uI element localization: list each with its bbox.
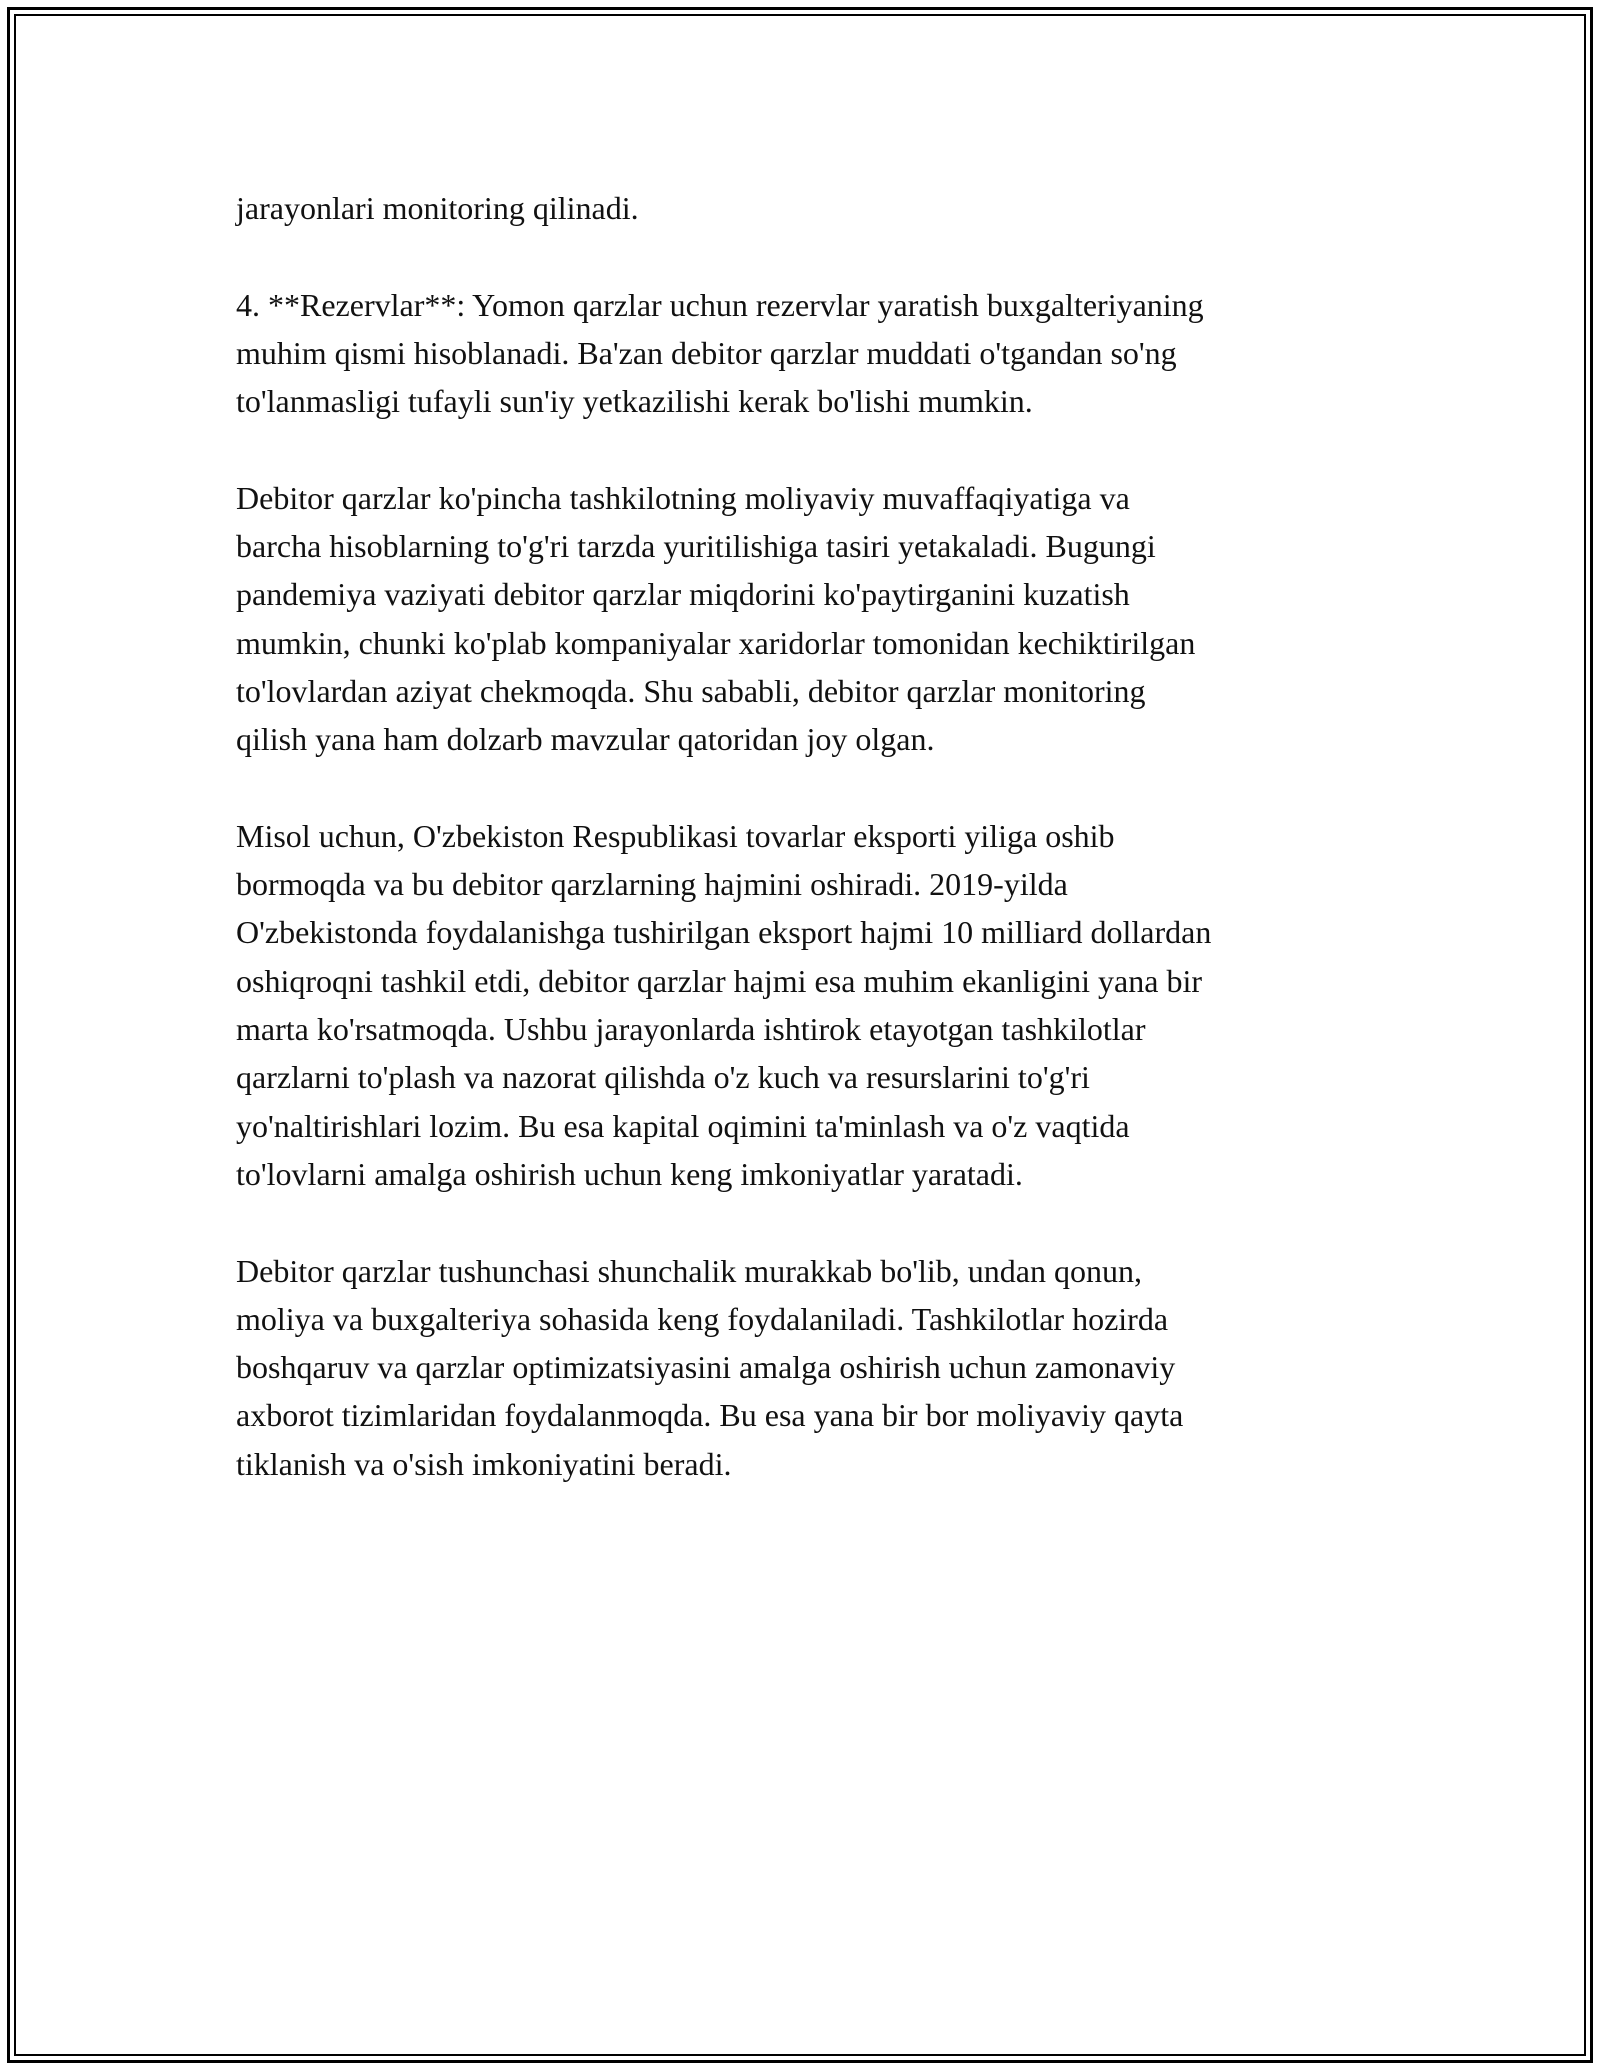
text-line: moliya va buxgalteriya sohasida keng foydalaniladi. Tashkilotlar hozirda bbox=[236, 1300, 1169, 1337]
text-line: Debitor qarzlar ko'pincha tashkilotning moliyaviy muvaffaqiyatiga va bbox=[236, 479, 1130, 516]
paragraph-rezervlar bbox=[236, 281, 1376, 426]
text-line: O'zbekistonda foydalanishga tushirilgan eksport hajmi 10 milliard dollardan bbox=[236, 914, 1212, 951]
text-line: to'lovlardan aziyat chekmoqda. Shu sababli, debitor qarzlar monitoring bbox=[236, 672, 1146, 709]
text-line: mumkin, chunki ko'plab kompaniyalar xaridorlar tomonidan kechiktirilgan bbox=[236, 624, 1196, 661]
paragraph-debitor-pandemiya bbox=[236, 474, 1376, 764]
text-line: muhim qismi hisoblanadi. Ba'zan debitor qarzlar muddati o'tgandan so'ng bbox=[236, 334, 1177, 371]
text-line: to'lanmasligi tufayli sun'iy yetkazilishi kerak bo'lishi mumkin. bbox=[236, 383, 1033, 420]
text-line: pandemiya vaziyati debitor qarzlar miqdorini ko'paytirganini kuzatish bbox=[236, 576, 1130, 613]
text-line: Debitor qarzlar tushunchasi shunchalik murakkab bo'lib, undan qonun, bbox=[236, 1252, 1142, 1289]
text-line: tiklanish va o'sish imkoniyatini beradi. bbox=[236, 1445, 732, 1482]
text-line: bormoqda va bu debitor qarzlarning hajmini oshiradi. 2019-yilda bbox=[236, 866, 1068, 903]
document-body bbox=[236, 184, 1376, 1536]
text-line: Misol uchun, O'zbekiston Respublikasi tovarlar eksporti yiliga oshib bbox=[236, 817, 1115, 854]
text-line: to'lovlarni amalga oshirish uchun keng imkoniyatlar yaratadi. bbox=[236, 1155, 1023, 1192]
paragraph-monitoring bbox=[236, 184, 1376, 232]
paragraph-tushuncha bbox=[236, 1247, 1376, 1488]
text-line: jarayonlari monitoring qilinadi. bbox=[236, 190, 639, 226]
paragraph-eksport-misol bbox=[236, 812, 1376, 1198]
text-line: barcha hisoblarning to'g'ri tarzda yuritilishiga tasiri yetakaladi. Bugungi bbox=[236, 528, 1156, 565]
text-line: marta ko'rsatmoqda. Ushbu jarayonlarda ishtirok etayotgan tashkilotlar bbox=[236, 1011, 1146, 1048]
text-line: 4. **Rezervlar**: Yomon qarzlar uchun rezervlar yaratish buxgalteriyaning bbox=[236, 286, 1204, 323]
text-line: qilish yana ham dolzarb mavzular qatoridan joy olgan. bbox=[236, 721, 935, 758]
text-line: axborot tizimlaridan foydalanmoqda. Bu esa yana bir bor moliyaviy qayta bbox=[236, 1397, 1184, 1434]
text-line: oshiqroqni tashkil etdi, debitor qarzlar hajmi esa muhim ekanligini yana bir bbox=[236, 962, 1202, 999]
text-line: yo'naltirishlari lozim. Bu esa kapital oqimini ta'minlash va o'z vaqtida bbox=[236, 1107, 1130, 1144]
text-line: qarzlarni to'plash va nazorat qilishda o'z kuch va resurslarini to'g'ri bbox=[236, 1059, 1090, 1096]
text-line: boshqaruv va qarzlar optimizatsiyasini amalga oshirish uchun zamonaviy bbox=[236, 1349, 1176, 1386]
